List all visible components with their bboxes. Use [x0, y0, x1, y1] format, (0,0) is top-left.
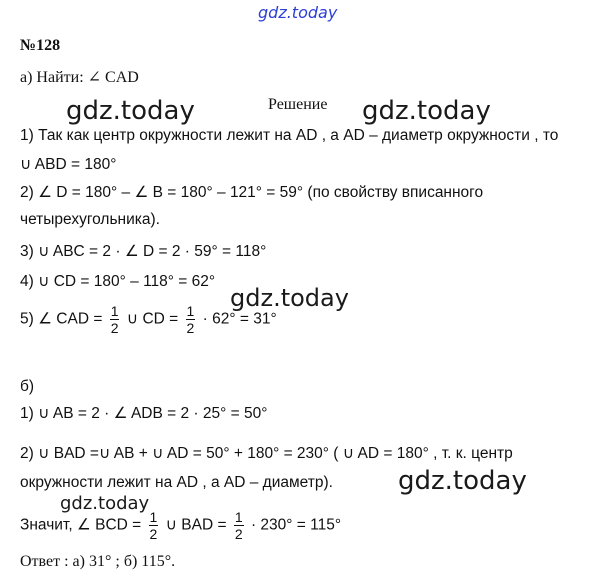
step-a1-cont: ∪ ABD = 180°: [20, 156, 117, 173]
watermark-2: gdz.today: [362, 96, 491, 126]
fraction-half: $\frac{1}{2}$: [186, 303, 195, 336]
fraction-half: $\frac{1}{2}$: [110, 303, 119, 336]
step-b3: [20, 510, 341, 541]
step-a2-cont: четырехугольника).: [20, 211, 160, 228]
answer-line: Ответ : а) 31° ; б) 115°.: [20, 553, 176, 570]
fraction-half: $\frac{1}{2}$: [149, 509, 158, 542]
part-b-label: б): [20, 378, 35, 395]
fraction-half: $\frac{1}{2}$: [234, 509, 243, 542]
step-a3: 3) ∪ ABC = 2 · ∠ D = 2 · 59° = 118°: [20, 243, 267, 260]
step-a4: 4) ∪ CD = 180° – 118° = 62°: [20, 273, 216, 290]
background-watermark: [323, 181, 600, 428]
step-a5-mid: ∪ CD =: [126, 310, 179, 328]
step-b3-right: · 230° = 115°: [250, 516, 342, 534]
watermark-top: gdz.today: [258, 3, 338, 22]
watermark-4: gdz.today: [398, 466, 527, 496]
watermark-5: gdz.today: [60, 493, 150, 514]
part-a-task: а) Найти: ∠ CAD: [20, 69, 139, 86]
step-b1: 1) ∪ AB = 2 · ∠ ADB = 2 · 25° = 50°: [20, 405, 268, 422]
step-a2: 2) ∠ D = 180° – ∠ B = 180° – 121° = 59° (по свойству вписанного: [20, 184, 484, 201]
solution-heading: Решение: [268, 96, 328, 113]
step-b3-mid: ∪ BAD =: [165, 516, 227, 534]
watermark-3: gdz.today: [230, 284, 349, 312]
step-b3-left: Значит, ∠ BCD =: [20, 516, 142, 534]
problem-number: №128: [20, 37, 61, 54]
step-a5: [20, 304, 277, 335]
step-b2: 2) ∪ BAD =∪ AB + ∪ AD = 50° + 180° = 230° ( ∪ AD = 180° , т. к. центр: [20, 445, 513, 462]
step-a5-right: · 62° = 31°: [202, 310, 277, 328]
step-b2-cont: окружности лежит на AD , а AD – диаметр).: [20, 474, 333, 491]
step-a5-left: 5) ∠ CAD =: [20, 310, 103, 328]
step-a1: 1) Так как центр окружности лежит на AD , а AD – диаметр окружности , то: [20, 127, 559, 144]
watermark-1: gdz.today: [66, 96, 195, 126]
